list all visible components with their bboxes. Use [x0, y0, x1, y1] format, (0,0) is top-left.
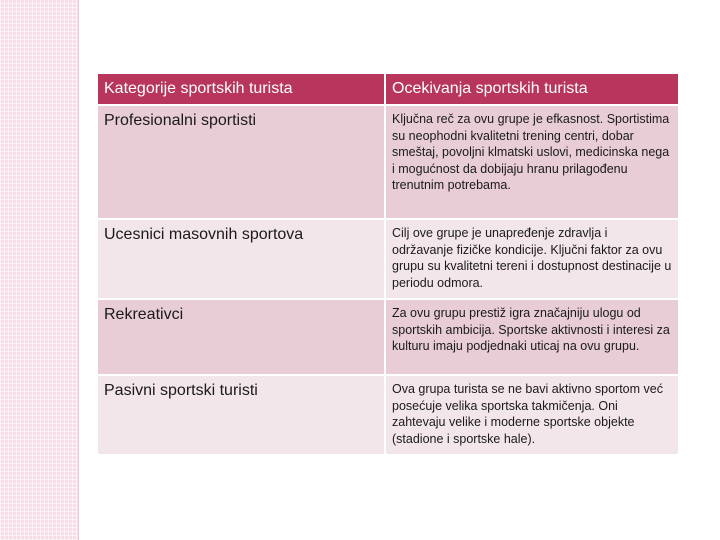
- table-row: [98, 220, 678, 298]
- expectation-cell: Za ovu grupu prestiž igra značajniju ulogu od sportskih ambicija. Sportske aktivnosti i interesi za kulturu imaju podjednaki uticaj na ovu grupu.: [386, 300, 678, 374]
- category-cell: Ucesnici masovnih sportova: [98, 220, 384, 298]
- table-row: [98, 106, 678, 218]
- category-cell: Rekreativci: [98, 300, 384, 374]
- header-categories: Kategorije sportskih turista: [98, 74, 384, 104]
- header-expectations: Ocekivanja sportskih turista: [386, 74, 678, 104]
- sports-tourists-table: [96, 72, 680, 456]
- expectation-cell: Cilj ove grupe je unapređenje zdravlja i održavanje fizičke kondicije. Ključni faktor za ovu grupu su kvalitetni tereni i dostupnost destinacije u periodu odmora.: [386, 220, 678, 298]
- expectation-cell: Ključna reč za ovu grupe je efkasnost. Sportistima su neophodni kvalitetni trening centri, dobar smeštaj, povoljni klmatski uslovi, medicinska nega i mogućnost da dobijaju hranu prilagođenu trenutnim potrebama.: [386, 106, 678, 218]
- category-cell: Profesionalni sportisti: [98, 106, 384, 218]
- table-row: [98, 300, 678, 374]
- table-header-row: [98, 74, 678, 104]
- table-row: [98, 376, 678, 454]
- decorative-side-strip: [0, 0, 79, 540]
- expectation-cell: Ova grupa turista se ne bavi aktivno sportom već posećuje velika sportska takmičenja. Oni zahtevaju velike i moderne sportske objekte (stadione i sportske hale).: [386, 376, 678, 454]
- category-cell: Pasivni sportski turisti: [98, 376, 384, 454]
